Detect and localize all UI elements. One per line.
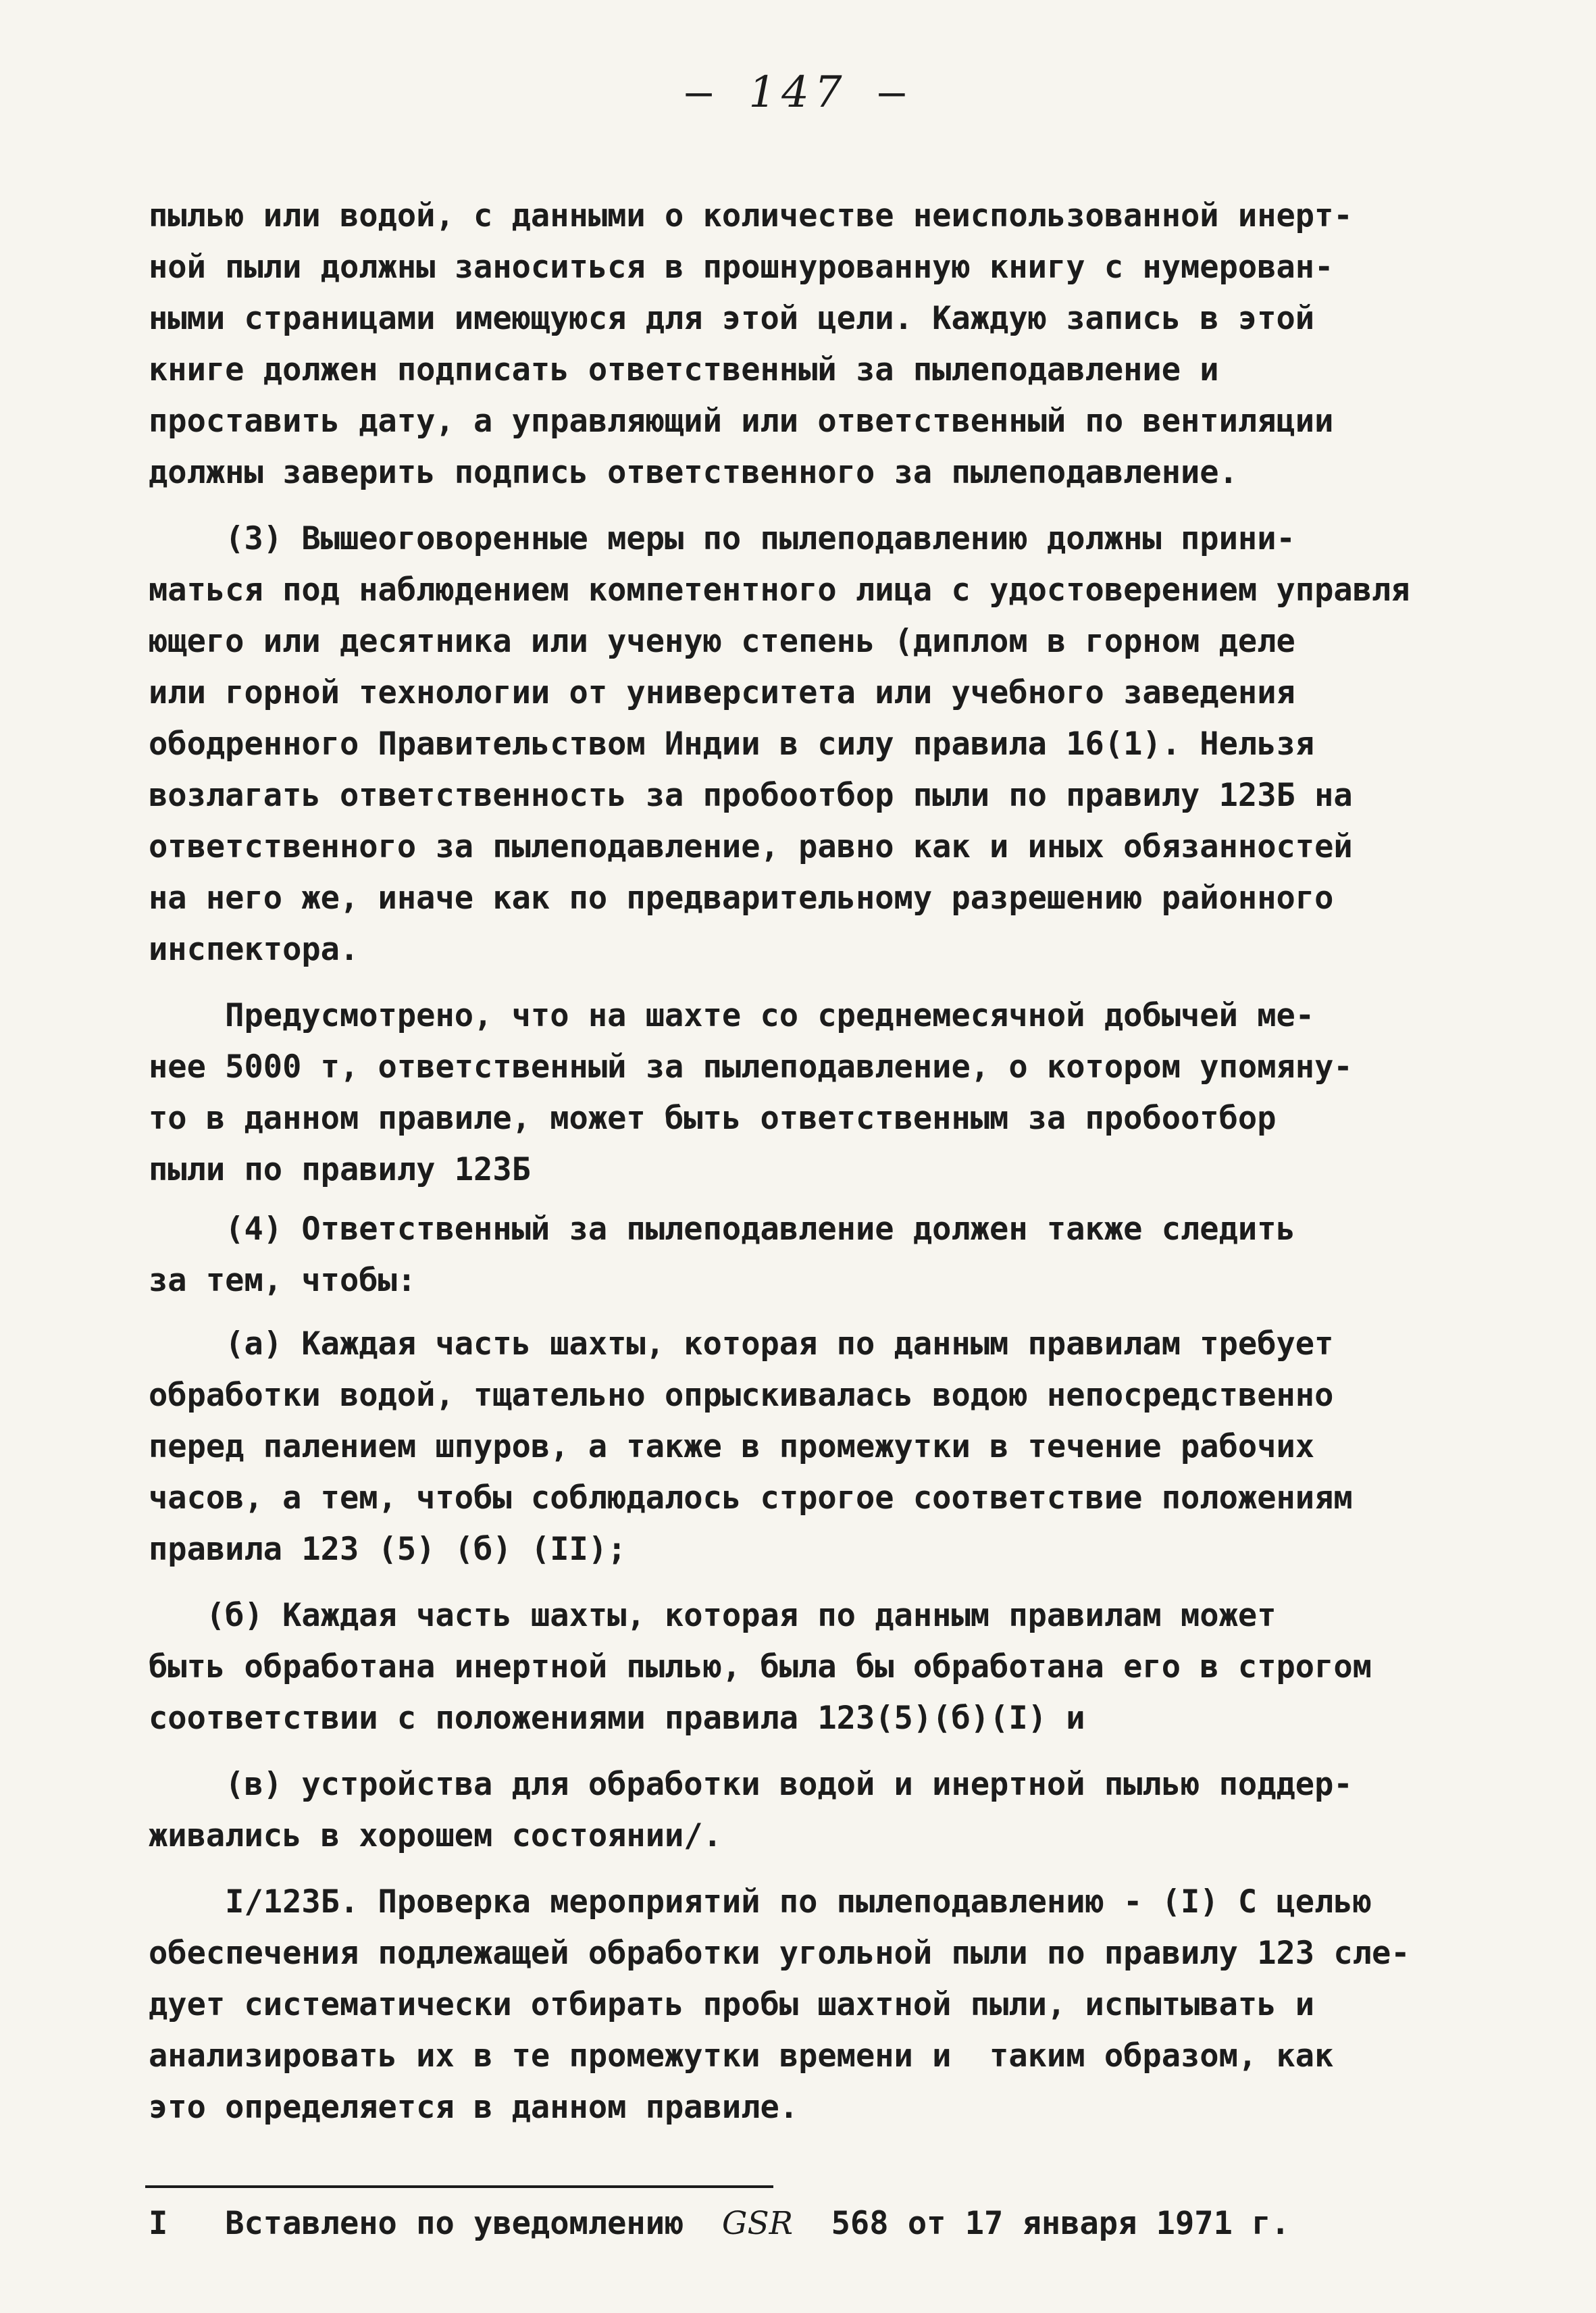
text-line: I/123Б. Проверка мероприятий по пылеподавлению - (I) С целью [149, 1883, 1372, 1921]
footnote-text-before: Вставлено по уведомлению [225, 2205, 684, 2242]
text-line: нее 5000 т, ответственный за пылеподавление, о котором упомяну- [149, 1048, 1353, 1086]
text-line: должны заверить подпись ответственного за пылеподавление. [149, 454, 1238, 491]
footnote-divider [145, 2185, 773, 2188]
text-line: ными страницами имеющуюся для этой цели. Каждую запись в этой [149, 300, 1315, 337]
text-line: или горной технологии от университета или учебного заведения [149, 674, 1295, 711]
text-line: перед палением шпуров, а также в промежутки в течение рабочих [149, 1428, 1315, 1465]
footnote-marker: I [149, 2205, 168, 2242]
text-line: (а) Каждая часть шахты, которая по данным правилам требует [149, 1325, 1334, 1363]
text-line: инспектора. [149, 931, 359, 968]
text-line: ответственного за пылеподавление, равно как и иных обязанностей [149, 828, 1353, 865]
text-line: возлагать ответственность за пробоотбор пыли по правилу 123Б на [149, 777, 1353, 814]
page-number-value: 147 [748, 68, 848, 118]
text-line: за тем, чтобы: [149, 1262, 417, 1299]
footnote-handwritten-code: GSR [721, 2205, 794, 2242]
page-number [0, 68, 1596, 118]
text-line: часов, а тем, чтобы соблюдалось строгое соответствие положениям [149, 1479, 1353, 1517]
text-line: книге должен подписать ответственный за пылеподавление и [149, 351, 1219, 388]
text-line: пыли по правилу 123Б [149, 1151, 531, 1188]
text-line: (4) Ответственный за пылеподавление должен также следить [149, 1211, 1295, 1248]
text-line: то в данном правиле, может быть ответственным за пробоотбор [149, 1100, 1277, 1137]
page-number-dash-left: – [686, 68, 717, 118]
text-line: живались в хорошем состоянии/. [149, 1817, 722, 1854]
text-line: это определяется в данном правиле. [149, 2089, 799, 2126]
page-number-dash-right: – [879, 68, 910, 118]
text-line: правила 123 (5) (б) (II); [149, 1531, 627, 1568]
text-line: обеспечения подлежащей обработки угольной пыли по правилу 123 сле- [149, 1935, 1410, 1972]
text-line: соответствии с положениями правила 123(5)(б)(I) и [149, 1700, 1085, 1737]
text-line: (3) Вышеоговоренные меры по пылеподавлению должны прини- [149, 520, 1295, 557]
text-line: ющего или десятника или ученую степень (диплом в горном деле [149, 623, 1295, 660]
footnote [149, 2204, 1290, 2244]
text-line: Предусмотрено, что на шахте со среднемесячной добычей ме- [149, 997, 1315, 1034]
text-line: проставить дату, а управляющий или ответственный по вентиляции [149, 403, 1334, 440]
footnote-text-after: 568 от 17 января 1971 г. [831, 2205, 1290, 2242]
text-line: обработки водой, тщательно опрыскивалась водою непосредственно [149, 1377, 1334, 1414]
text-line: на него же, иначе как по предварительному разрешению районного [149, 880, 1334, 917]
text-line: дует систематически отбирать пробы шахтной пыли, испытывать и [149, 1986, 1315, 2023]
text-line: быть обработана инертной пылью, была бы обработана его в строгом [149, 1648, 1372, 1685]
text-line: ободренного Правительством Индии в силу правила 16(1). Нельзя [149, 726, 1315, 763]
text-line: (б) Каждая часть шахты, которая по данным правилам может [149, 1597, 1277, 1634]
text-line: анализировать их в те промежутки времени и таким образом, как [149, 2037, 1334, 2075]
text-line: (в) устройства для обработки водой и инертной пылью поддер- [149, 1766, 1353, 1803]
text-line: ной пыли должны заноситься в прошнурованную книгу с нумерован- [149, 249, 1334, 286]
text-line: маться под наблюдением компетентного лица с удостоверением управля [149, 571, 1410, 609]
text-line: пылью или водой, с данными о количестве неиспользованной инерт- [149, 197, 1353, 234]
